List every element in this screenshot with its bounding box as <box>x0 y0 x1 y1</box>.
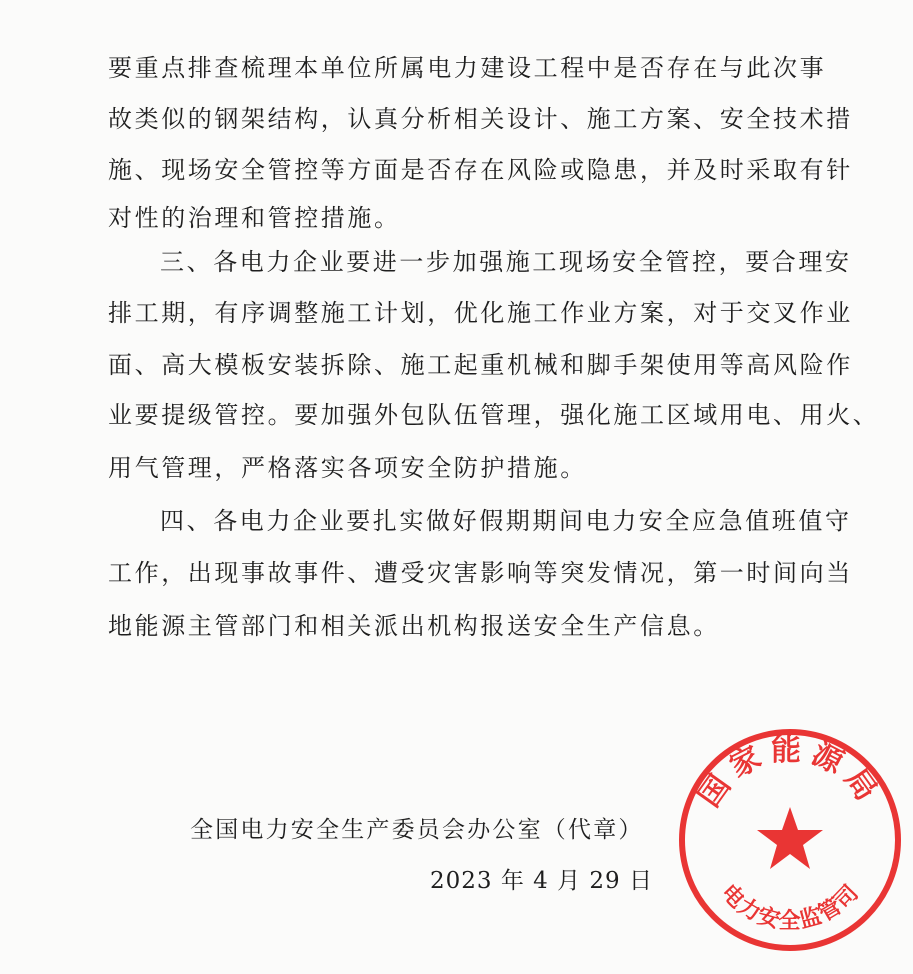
body-line: 要重点排查梳理本单位所属电力建设工程中是否存在与此次事 <box>108 54 827 82</box>
paragraph-three-start: 三、各电力企业要进一步加强施工现场安全管控，要合理安 <box>160 248 852 276</box>
signature-date: 2023 年 4 月 29 日 <box>430 868 653 894</box>
signature-issuer: 全国电力安全生产委员会办公室（代章） <box>190 817 644 843</box>
body-line: 对性的治理和管控措施。 <box>108 204 401 232</box>
seal-top-text: 国家能源局 <box>691 733 889 814</box>
body-line: 工作，出现事故事件、遭受灾害影响等突发情况，第一时间向当 <box>108 559 853 587</box>
star-icon <box>757 807 823 869</box>
official-seal <box>675 725 905 955</box>
body-line: 排工期，有序调整施工计划，优化施工作业方案，对于交叉作业 <box>108 299 853 327</box>
body-line: 故类似的钢架结构，认真分析相关设计、施工方案、安全技术措 <box>108 105 853 133</box>
body-line: 地能源主管部门和相关派出机构报送安全生产信息。 <box>108 612 720 640</box>
body-line: 用气管理，严格落实各项安全防护措施。 <box>108 454 587 482</box>
body-line: 面、高大模板安装拆除、施工起重机械和脚手架使用等高风险作 <box>108 351 853 379</box>
body-line: 业要提级管控。要加强外包队伍管理，强化施工区域用电、用火、 <box>108 401 880 429</box>
body-line: 施、现场安全管控等方面是否存在风险或隐患，并及时采取有针 <box>108 156 853 184</box>
seal-bottom-text: 电力安全监管司 <box>715 879 865 934</box>
paragraph-four-start: 四、各电力企业要扎实做好假期期间电力安全应急值班值守 <box>160 507 852 535</box>
